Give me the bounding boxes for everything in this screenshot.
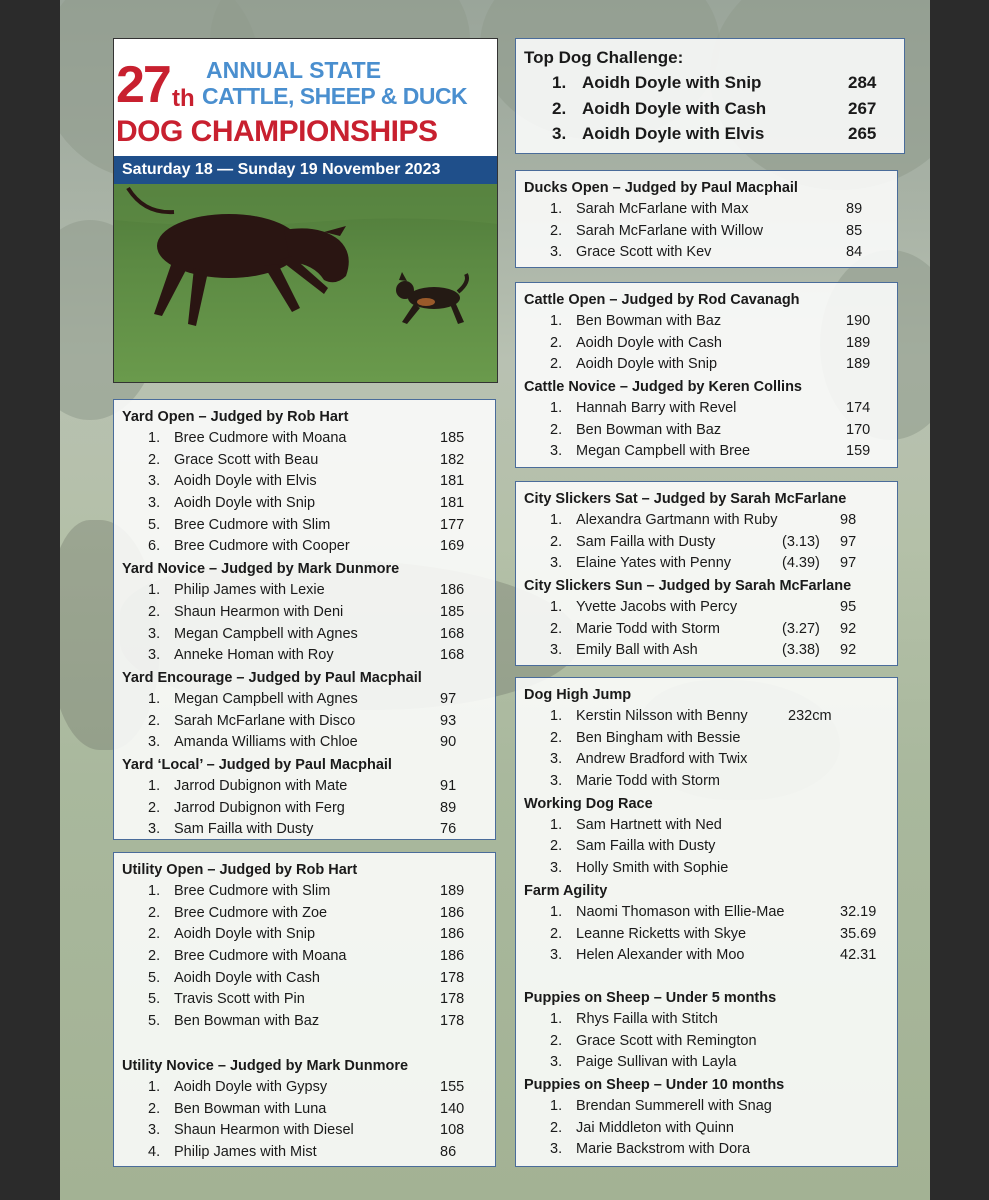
place-number: 3.: [550, 642, 563, 659]
place-number: 3.: [550, 860, 563, 877]
score-value: 97: [440, 690, 457, 707]
result-row: [122, 989, 487, 1011]
result-row: [122, 428, 487, 450]
result-row: [122, 711, 487, 733]
place-number: 2.: [148, 1100, 161, 1117]
place-number: 2.: [148, 904, 161, 921]
place-number: 3.: [148, 473, 161, 490]
place-number: 2.: [550, 1032, 563, 1049]
result-row: [122, 515, 487, 537]
competitor-name: Megan Campbell with Bree: [576, 443, 751, 460]
score-value: 186: [440, 582, 465, 599]
score-value: 189: [440, 883, 465, 899]
competitor-name: Bree Cudmore with Slim: [174, 516, 331, 533]
competitor-name: Shaun Hearmon with Deni: [174, 603, 344, 620]
score-value: 86: [440, 1143, 457, 1160]
competitor-name: Jai Middleton with Quinn: [576, 1119, 734, 1136]
result-row: [524, 354, 889, 376]
utility-open-list: [122, 881, 487, 1033]
place-number: 3.: [550, 443, 563, 460]
yard-novice-title: Yard Novice – Judged by Mark Dunmore: [122, 561, 400, 578]
competitor-name: Paige Sullivan with Layla: [576, 1054, 737, 1071]
score-value: 170: [846, 421, 871, 438]
pup5-list: [524, 1009, 889, 1074]
competitor-name: Amanda Williams with Chloe: [174, 734, 358, 751]
utility-novice-list: [122, 1077, 487, 1164]
championship-banner: [113, 38, 498, 383]
city-sun-title: City Slickers Sun – Judged by Sarah McFarlane: [524, 578, 852, 595]
result-row: [524, 441, 889, 463]
score-value: 95: [840, 599, 857, 616]
result-row: [122, 881, 487, 903]
yard-open-list: [122, 428, 487, 558]
score-value: 76: [440, 821, 457, 838]
competitor-name: Sarah McFarlane with Disco: [174, 712, 356, 729]
competitor-name: Aoidh Doyle with Snip: [174, 926, 316, 943]
place-number: 1.: [148, 430, 161, 446]
result-row: [524, 70, 896, 96]
score-value: 155: [440, 1078, 465, 1095]
city-slickers-panel: [515, 481, 898, 666]
score-value: 182: [440, 451, 465, 468]
result-row: [122, 903, 487, 925]
result-row: [524, 199, 889, 221]
result-row: [122, 1142, 487, 1164]
score-value: 32.19: [840, 903, 877, 920]
place-number: 3.: [148, 495, 161, 512]
time-note: (4.39): [782, 555, 820, 572]
result-row: [122, 732, 487, 754]
top-dog-panel: [515, 38, 905, 154]
score-value: 186: [440, 926, 465, 943]
cattle-open-title: Cattle Open – Judged by Rod Cavanagh: [524, 292, 800, 308]
competitor-name: Grace Scott with Beau: [174, 451, 319, 468]
score-value: 178: [440, 1013, 465, 1030]
score-value: 108: [440, 1122, 465, 1139]
yard-novice-list: [122, 580, 487, 667]
competitor-name: Yvette Jacobs with Percy: [576, 599, 738, 616]
result-row: [122, 819, 487, 841]
competitor-name: Megan Campbell with Agnes: [174, 625, 358, 642]
competitor-name: Philip James with Mist: [174, 1143, 317, 1160]
time-note: (3.13): [782, 533, 820, 550]
competitor-name: Aoidh Doyle with Gypsy: [174, 1078, 328, 1095]
banner-line-3: DOG CHAMPIONSHIPS: [116, 115, 438, 148]
result-row: [524, 510, 889, 532]
place-number: 1.: [148, 582, 161, 599]
place-number: 1.: [550, 816, 563, 833]
result-row: [122, 450, 487, 472]
competitor-name: Helen Alexander with Moo: [576, 947, 745, 964]
place-number: 1.: [550, 903, 563, 920]
result-row: [524, 1118, 889, 1140]
competitor-name: Sam Failla with Dusty: [174, 821, 314, 838]
score-value: 98: [840, 512, 857, 528]
banner-date: Saturday 18 — Sunday 19 November 2023: [114, 156, 497, 184]
score-value: 97: [840, 533, 857, 550]
yard-open-title: Yard Open – Judged by Rob Hart: [122, 409, 349, 425]
score-value: 169: [440, 538, 465, 555]
competitor-name: Aoidh Doyle with Snip: [174, 495, 316, 512]
result-row: [524, 96, 896, 122]
result-row: [122, 624, 487, 646]
place-number: 2.: [550, 620, 563, 637]
score-value: 181: [440, 473, 465, 490]
result-row: [122, 776, 487, 798]
competitor-name: Sam Hartnett with Ned: [576, 816, 722, 833]
place-number: 2.: [148, 926, 161, 943]
competitor-name: Marie Todd with Storm: [576, 773, 720, 790]
place-number: 3.: [550, 751, 563, 768]
top-dog-list: [524, 70, 896, 147]
result-row: [524, 815, 889, 837]
result-row: [524, 728, 889, 750]
place-number: 3.: [148, 625, 161, 642]
competitor-name: Sam Failla with Dusty: [576, 533, 716, 550]
result-row: [122, 493, 487, 515]
cattle-novice-list: [524, 398, 889, 463]
place-number: 4.: [148, 1143, 161, 1160]
competitor-name: Ben Bowman with Baz: [576, 313, 722, 329]
place-number: 1.: [148, 883, 161, 899]
utility-novice-title: Utility Novice – Judged by Mark Dunmore: [122, 1057, 409, 1074]
events-panel: [515, 677, 898, 1167]
competitor-name: Philip James with Lexie: [174, 582, 325, 599]
cattle-novice-title: Cattle Novice – Judged by Keren Collins: [524, 379, 802, 396]
utility-open-title: Utility Open – Judged by Rob Hart: [122, 862, 358, 878]
result-row: [122, 536, 487, 558]
place-number: 1.: [148, 1078, 161, 1095]
yard-local-title: Yard ‘Local’ – Judged by Paul Macphail: [122, 756, 392, 773]
score-value: 284: [848, 73, 877, 92]
result-row: [122, 471, 487, 493]
result-row: [122, 1077, 487, 1099]
competitor-name: Bree Cudmore with Cooper: [174, 538, 350, 555]
pup5-title: Puppies on Sheep – Under 5 months: [524, 989, 777, 1006]
result-row: [524, 836, 889, 858]
result-row: [524, 924, 889, 946]
result-row: [122, 1099, 487, 1121]
place-number: 2.: [550, 421, 563, 438]
competitor-name: Jarrod Dubignon with Ferg: [174, 799, 345, 816]
ducks-panel: [515, 170, 898, 268]
place-number: 3.: [550, 947, 563, 964]
result-row: [122, 580, 487, 602]
place-number: 5.: [148, 516, 161, 533]
result-row: [524, 1009, 889, 1031]
competitor-name: Bree Cudmore with Slim: [174, 883, 331, 899]
banner-number: 27: [116, 56, 170, 114]
competitor-name: Sarah McFarlane with Max: [576, 201, 749, 217]
result-row: [524, 619, 889, 641]
score-value: 185: [440, 603, 465, 620]
score-value: 186: [440, 904, 465, 921]
result-row: [524, 532, 889, 554]
place-number: 1.: [550, 313, 563, 329]
competitor-name: Aoidh Doyle with Snip: [582, 73, 762, 92]
place-number: 1.: [550, 201, 563, 217]
pup10-list: [524, 1096, 889, 1161]
result-row: [524, 1031, 889, 1053]
place-number: 1.: [550, 599, 563, 616]
place-number: 3.: [550, 244, 563, 261]
competitor-name: Alexandra Gartmann with Ruby: [576, 512, 778, 528]
score-value: 92: [840, 620, 857, 637]
result-row: [524, 398, 889, 420]
result-row: [524, 553, 889, 575]
result-row: [524, 706, 889, 728]
result-row: [122, 798, 487, 820]
result-row: [524, 945, 889, 967]
place-number: 2.: [550, 222, 563, 239]
yard-local-list: [122, 776, 487, 841]
race-title: Working Dog Race: [524, 795, 653, 812]
competitor-name: Andrew Bradford with Twix: [576, 751, 748, 768]
score-value: 159: [846, 443, 871, 460]
place-number: 2.: [148, 603, 161, 620]
result-row: [524, 771, 889, 793]
competitor-name: Emily Ball with Ash: [576, 642, 698, 659]
place-number: 3.: [148, 1122, 161, 1139]
score-value: 91: [440, 777, 457, 794]
score-value: 178: [440, 991, 465, 1008]
competitor-name: Kerstin Nilsson with Benny: [576, 708, 748, 724]
place-number: 3.: [148, 821, 161, 838]
jump-list: [524, 706, 889, 793]
result-row: [122, 924, 487, 946]
place-number: 1.: [550, 1097, 563, 1114]
ducks-title: Ducks Open – Judged by Paul Macphail: [524, 180, 798, 196]
place-number: 2.: [148, 712, 161, 729]
score-value: 42.31: [840, 947, 877, 964]
score-value: 168: [440, 625, 465, 642]
cow-and-dog-illustration: [114, 184, 497, 382]
score-value: 93: [440, 712, 457, 729]
score-value: 185: [440, 430, 465, 446]
competitor-name: Ben Bingham with Bessie: [576, 729, 741, 746]
competitor-name: Aoidh Doyle with Cash: [582, 98, 767, 118]
competitor-name: Leanne Ricketts with Skye: [576, 925, 747, 942]
place-number: 2.: [550, 1119, 563, 1136]
competitor-name: Aoidh Doyle with Elvis: [174, 473, 317, 490]
competitor-name: Ben Bowman with Baz: [576, 421, 722, 438]
competitor-name: Jarrod Dubignon with Mate: [174, 777, 348, 794]
competitor-name: Shaun Hearmon with Diesel: [174, 1122, 354, 1139]
competitor-name: Marie Todd with Storm: [576, 620, 720, 637]
competitor-name: Bree Cudmore with Moana: [174, 948, 347, 965]
result-row: [122, 645, 487, 667]
place-number: 2.: [552, 98, 567, 118]
competitor-name: Megan Campbell with Agnes: [174, 690, 358, 707]
banner-line-1: ANNUAL STATE: [206, 57, 382, 83]
score-value: 84: [846, 244, 863, 261]
result-row: [524, 420, 889, 442]
place-number: 1.: [148, 690, 161, 707]
score-value: 89: [846, 201, 863, 217]
score-value: 97: [840, 555, 857, 572]
yard-encourage-title: Yard Encourage – Judged by Paul Macphail: [122, 669, 422, 686]
city-sun-list: [524, 597, 889, 662]
competitor-name: Travis Scott with Pin: [174, 991, 305, 1008]
competitor-name: Ben Bowman with Baz: [174, 1013, 320, 1030]
result-row: [524, 242, 889, 264]
cattle-open-list: [524, 311, 889, 376]
pup10-title: Puppies on Sheep – Under 10 months: [524, 1076, 785, 1093]
place-number: 1.: [552, 73, 567, 92]
score-value: 168: [440, 647, 465, 664]
result-row: [524, 121, 896, 147]
competitor-name: Aoidh Doyle with Cash: [576, 334, 722, 351]
place-number: 3.: [148, 734, 161, 751]
competitor-name: Ben Bowman with Luna: [174, 1100, 327, 1117]
top-dog-title: Top Dog Challenge:: [524, 48, 684, 67]
place-number: 3.: [550, 555, 563, 572]
result-row: [122, 1120, 487, 1142]
competitor-name: Anneke Homan with Roy: [174, 647, 334, 664]
score-value: 35.69: [840, 925, 877, 942]
score-value: 186: [440, 948, 465, 965]
place-number: 5.: [148, 1013, 161, 1030]
place-number: 1.: [550, 400, 563, 417]
place-number: 2.: [148, 451, 161, 468]
score-value: 92: [840, 642, 857, 659]
place-number: 1.: [550, 512, 563, 528]
place-number: 2.: [550, 838, 563, 855]
score-value: 190: [846, 313, 871, 329]
result-row: [524, 640, 889, 662]
competitor-name: Bree Cudmore with Zoe: [174, 904, 328, 921]
score-value: 189: [846, 334, 871, 351]
place-number: 2.: [550, 729, 563, 746]
utility-panel: [113, 852, 496, 1167]
time-note: (3.27): [782, 620, 820, 637]
yard-panel: [113, 399, 496, 840]
place-number: 1.: [550, 1010, 563, 1027]
place-number: 6.: [148, 538, 161, 555]
yard-encourage-list: [122, 689, 487, 754]
place-number: 2.: [148, 799, 161, 816]
result-row: [122, 968, 487, 990]
place-number: 1.: [550, 708, 563, 724]
place-number: 3.: [148, 647, 161, 664]
place-number: 2.: [148, 948, 161, 965]
city-sat-list: [524, 510, 889, 575]
result-row: [524, 311, 889, 333]
place-number: 5.: [148, 969, 161, 986]
result-row: [524, 597, 889, 619]
competitor-name: Rhys Failla with Stitch: [576, 1010, 718, 1027]
place-number: 3.: [550, 773, 563, 790]
place-number: 2.: [550, 334, 563, 351]
score-value: 267: [848, 98, 877, 118]
competitor-name: Aoidh Doyle with Snip: [576, 356, 718, 373]
competitor-name: Marie Backstrom with Dora: [576, 1141, 751, 1158]
race-list: [524, 815, 889, 880]
competitor-name: Sarah McFarlane with Willow: [576, 222, 763, 239]
competitor-name: Sam Failla with Dusty: [576, 838, 716, 855]
score-value: 189: [846, 356, 871, 373]
competitor-name: Elaine Yates with Penny: [576, 555, 732, 572]
competitor-name: Holly Smith with Sophie: [576, 860, 729, 877]
jump-title: Dog High Jump: [524, 687, 632, 703]
result-row: [524, 858, 889, 880]
competitor-name: Aoidh Doyle with Elvis: [582, 124, 765, 143]
competitor-name: Naomi Thomason with Ellie-Mae: [576, 903, 785, 920]
result-row: [122, 946, 487, 968]
score-value: 85: [846, 222, 863, 239]
banner-suffix: th: [172, 85, 195, 112]
score-value: 232cm: [788, 708, 832, 724]
time-note: (3.38): [782, 642, 820, 659]
result-row: [524, 1096, 889, 1118]
score-value: 178: [440, 969, 465, 986]
banner-photo: [114, 184, 497, 382]
result-row: [524, 1139, 889, 1161]
result-row: [122, 602, 487, 624]
agility-title: Farm Agility: [524, 882, 608, 899]
result-row: [524, 333, 889, 355]
place-number: 2.: [550, 356, 563, 373]
score-value: 265: [848, 124, 877, 143]
score-value: 181: [440, 495, 465, 512]
banner-line-2: CATTLE, SHEEP & DUCK: [202, 83, 468, 109]
competitor-name: Aoidh Doyle with Cash: [174, 969, 320, 986]
result-row: [524, 221, 889, 243]
competitor-name: Grace Scott with Kev: [576, 244, 712, 261]
agility-list: [524, 902, 889, 967]
score-value: 177: [440, 516, 465, 533]
ducks-list: [524, 199, 889, 264]
result-row: [524, 1052, 889, 1074]
place-number: 3.: [550, 1054, 563, 1071]
competitor-name: Bree Cudmore with Moana: [174, 430, 347, 446]
cattle-panel: [515, 282, 898, 468]
score-value: 90: [440, 734, 457, 751]
result-row: [524, 902, 889, 924]
place-number: 3.: [552, 124, 567, 143]
city-sat-title: City Slickers Sat – Judged by Sarah McFarlane: [524, 491, 847, 507]
score-value: 140: [440, 1100, 465, 1117]
competitor-name: Grace Scott with Remington: [576, 1032, 757, 1049]
place-number: 5.: [148, 991, 161, 1008]
score-value: 89: [440, 799, 457, 816]
place-number: 2.: [550, 533, 563, 550]
result-row: [524, 749, 889, 771]
result-row: [122, 1011, 487, 1033]
competitor-name: Brendan Summerell with Snag: [576, 1097, 772, 1114]
place-number: 3.: [550, 1141, 563, 1158]
score-value: 174: [846, 400, 871, 417]
place-number: 2.: [550, 925, 563, 942]
competitor-name: Hannah Barry with Revel: [576, 400, 737, 417]
result-row: [122, 689, 487, 711]
place-number: 1.: [148, 777, 161, 794]
